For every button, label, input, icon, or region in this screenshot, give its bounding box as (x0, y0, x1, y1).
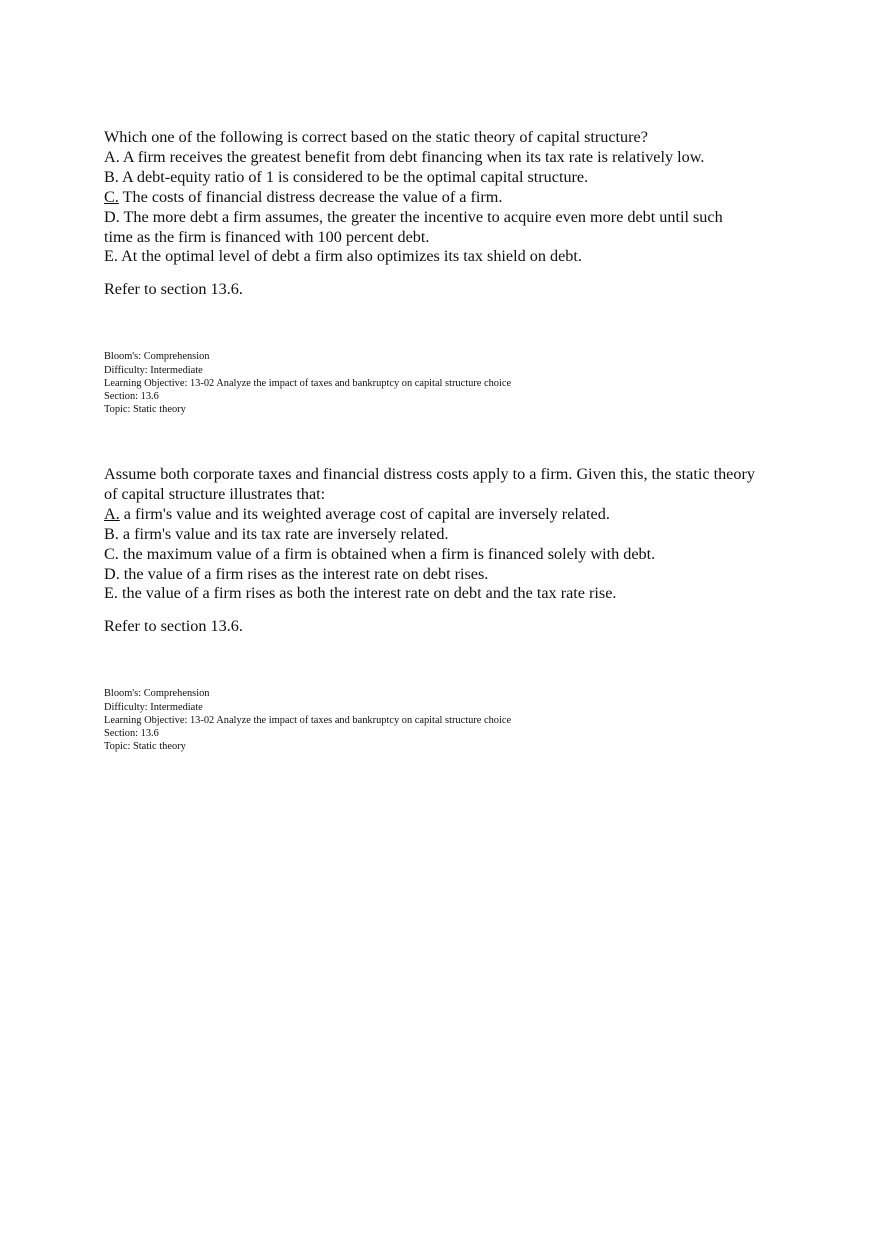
option-letter: D. (104, 207, 120, 226)
option-text: a firm's value and its weighted average cost of capital are inversely related. (119, 504, 610, 523)
difficulty: Difficulty: Intermediate (104, 364, 203, 376)
section: Section: 13.6 (104, 391, 159, 403)
option-text: At the optimal level of debt a firm also optimizes its tax shield on debt. (117, 247, 582, 266)
option-letter: C. (104, 544, 119, 563)
section: Section: 13.6 (104, 728, 159, 740)
option-text: the maximum value of a firm is obtained when a firm is financed solely with debt. (118, 544, 656, 563)
option-b (104, 525, 804, 545)
option-letter: B. (104, 167, 119, 186)
topic: Topic: Static theory (104, 404, 186, 416)
option-d (104, 565, 804, 585)
learning-objective: Learning Objective: 13-02 Analyze the impact of taxes and bankruptcy on capital structure choice (104, 377, 512, 389)
question-metadata (104, 687, 804, 753)
section-reference: Refer to section 13.6. (104, 617, 243, 636)
option-letter: E. (104, 247, 118, 266)
option-letter: B. (104, 524, 119, 543)
topic: Topic: Static theory (104, 741, 186, 753)
option-text: the value of a firm rises as the interest rate on debt rises. (119, 564, 489, 583)
question-1 (104, 128, 804, 417)
learning-objective: Learning Objective: 13-02 Analyze the impact of taxes and bankruptcy on capital structure choice (104, 714, 512, 726)
option-a (104, 148, 804, 168)
option-letter-correct: C. (104, 187, 119, 206)
option-e (104, 247, 804, 267)
blooms-level: Bloom's: Comprehension (104, 351, 210, 363)
option-text: A firm receives the greatest benefit from debt financing when its tax rate is relatively low. (119, 147, 705, 166)
option-a (104, 505, 804, 525)
option-e (104, 584, 804, 604)
question-metadata (104, 350, 804, 416)
option-text: A debt-equity ratio of 1 is considered to be the optimal capital structure. (118, 167, 589, 186)
question-stem: Which one of the following is correct based on the static theory of capital structure? (104, 128, 648, 146)
option-text: The costs of financial distress decrease the value of a firm. (118, 187, 503, 206)
option-letter: A. (104, 147, 120, 166)
option-text: the value of a firm rises as both the interest rate on debt and the tax rate rise. (117, 584, 617, 603)
option-letter: D. (104, 564, 120, 583)
option-b (104, 168, 804, 188)
question-stem: Assume both corporate taxes and financial distress costs apply to a firm. Given this, the static theory of capital structure illustrates that: (104, 465, 755, 503)
option-text: a firm's value and its tax rate are inversely related. (118, 524, 449, 543)
difficulty: Difficulty: Intermediate (104, 701, 203, 713)
option-letter-correct: A. (104, 504, 120, 523)
option-letter: E. (104, 584, 118, 603)
blooms-level: Bloom's: Comprehension (104, 688, 210, 700)
option-c (104, 545, 804, 565)
option-text: The more debt a firm assumes, the greater the incentive to acquire even more debt until such time as the firm is financed with 100 percent debt. (104, 207, 723, 246)
section-reference: Refer to section 13.6. (104, 280, 243, 299)
question-2 (104, 465, 804, 754)
option-c (104, 188, 804, 208)
option-d (104, 208, 744, 248)
